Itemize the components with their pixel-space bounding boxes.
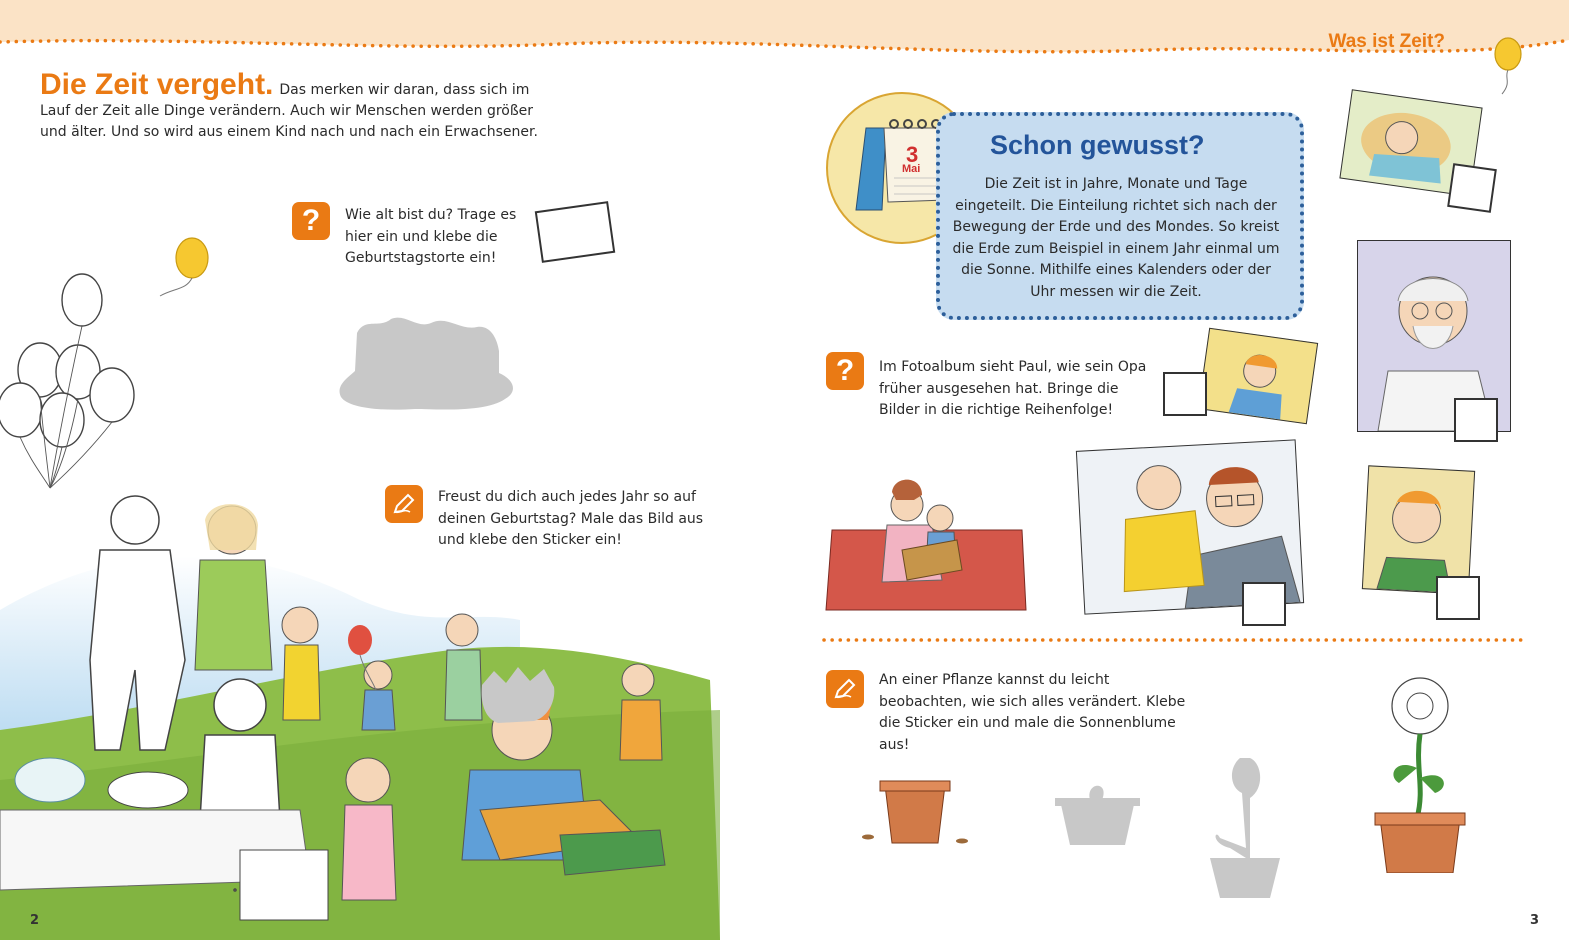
- intro-text: Das merken wir daran, dass sich im Lauf der Zeit alle Dinge verändern. Auch wir Menschen werden größer und älter. Und so wird aus einem Kind nach und nach ein Erwachsener.: [40, 82, 538, 140]
- calendar-day: 3: [906, 142, 919, 167]
- question-badge: ?: [292, 202, 330, 240]
- page-number-left: 2: [30, 913, 40, 928]
- sprout-sticker-placeholder[interactable]: [1040, 770, 1160, 855]
- party-illustration: [0, 480, 720, 940]
- photo-boy-box[interactable]: [1436, 576, 1480, 620]
- info-text: Die Zeit ist in Jahre, Monate und Tage eingeteilt. Die Einteilung richtet sich nach der Bewegung der Erde und des Mondes. So kreist die Erde zum Beispiel in einem Jahr einmal um die Sonne. Mithilfe eines Kalenders oder der Uhr messen wir die Zeit.: [952, 176, 1280, 300]
- page-number-right: 3: [1530, 913, 1540, 928]
- photo-grandpa-box[interactable]: [1454, 398, 1498, 442]
- balloons-illustration: [0, 230, 220, 490]
- sunflower-illustration: [1365, 668, 1475, 873]
- crown-sticker-placeholder[interactable]: [478, 665, 558, 725]
- sofa-illustration: [822, 470, 1028, 615]
- balloon-icon: [1488, 36, 1528, 96]
- plant-task-text: An einer Pflanze kannst du leicht beobachten, wie sich alles verändert. Klebe die Sticker ein und male die Sonnenblume aus!: [879, 672, 1186, 753]
- photo-father-baby-box[interactable]: [1242, 582, 1286, 626]
- birthday-task-text: Freust du dich auch jedes Jahr so auf deinen Geburtstag? Male das Bild aus und klebe den Sticker ein!: [438, 489, 704, 548]
- info-title: Schon gewusst?: [990, 130, 1205, 160]
- pencil-badge-plant: [826, 670, 864, 708]
- photo-baby-box[interactable]: [1447, 163, 1497, 213]
- age-task-text: Wie alt bist du? Trage es hier ein und klebe die Geburtstagstorte ein!: [345, 207, 517, 266]
- intro-paragraph: [40, 68, 560, 143]
- pencil-icon: [833, 677, 857, 701]
- age-input-box[interactable]: [535, 201, 616, 263]
- cake-sticker-placeholder[interactable]: [335, 305, 520, 415]
- question-badge-album: ?: [826, 352, 864, 390]
- flowerpot-empty: [860, 775, 980, 850]
- calendar-month: Mai: [902, 163, 921, 175]
- photo-toddler: [1198, 328, 1318, 425]
- growing-plant-sticker-placeholder[interactable]: [1190, 748, 1300, 908]
- section-divider: [822, 637, 1528, 643]
- album-task-text: Im Fotoalbum sieht Paul, wie sein Opa früher ausgesehen hat. Bringe die Bilder in die richtige Reihenfolge!: [879, 359, 1147, 418]
- intro-headline: Die Zeit vergeht.: [40, 68, 274, 101]
- photo-toddler-box[interactable]: [1163, 372, 1207, 416]
- section-title: Was ist Zeit?: [1328, 31, 1445, 52]
